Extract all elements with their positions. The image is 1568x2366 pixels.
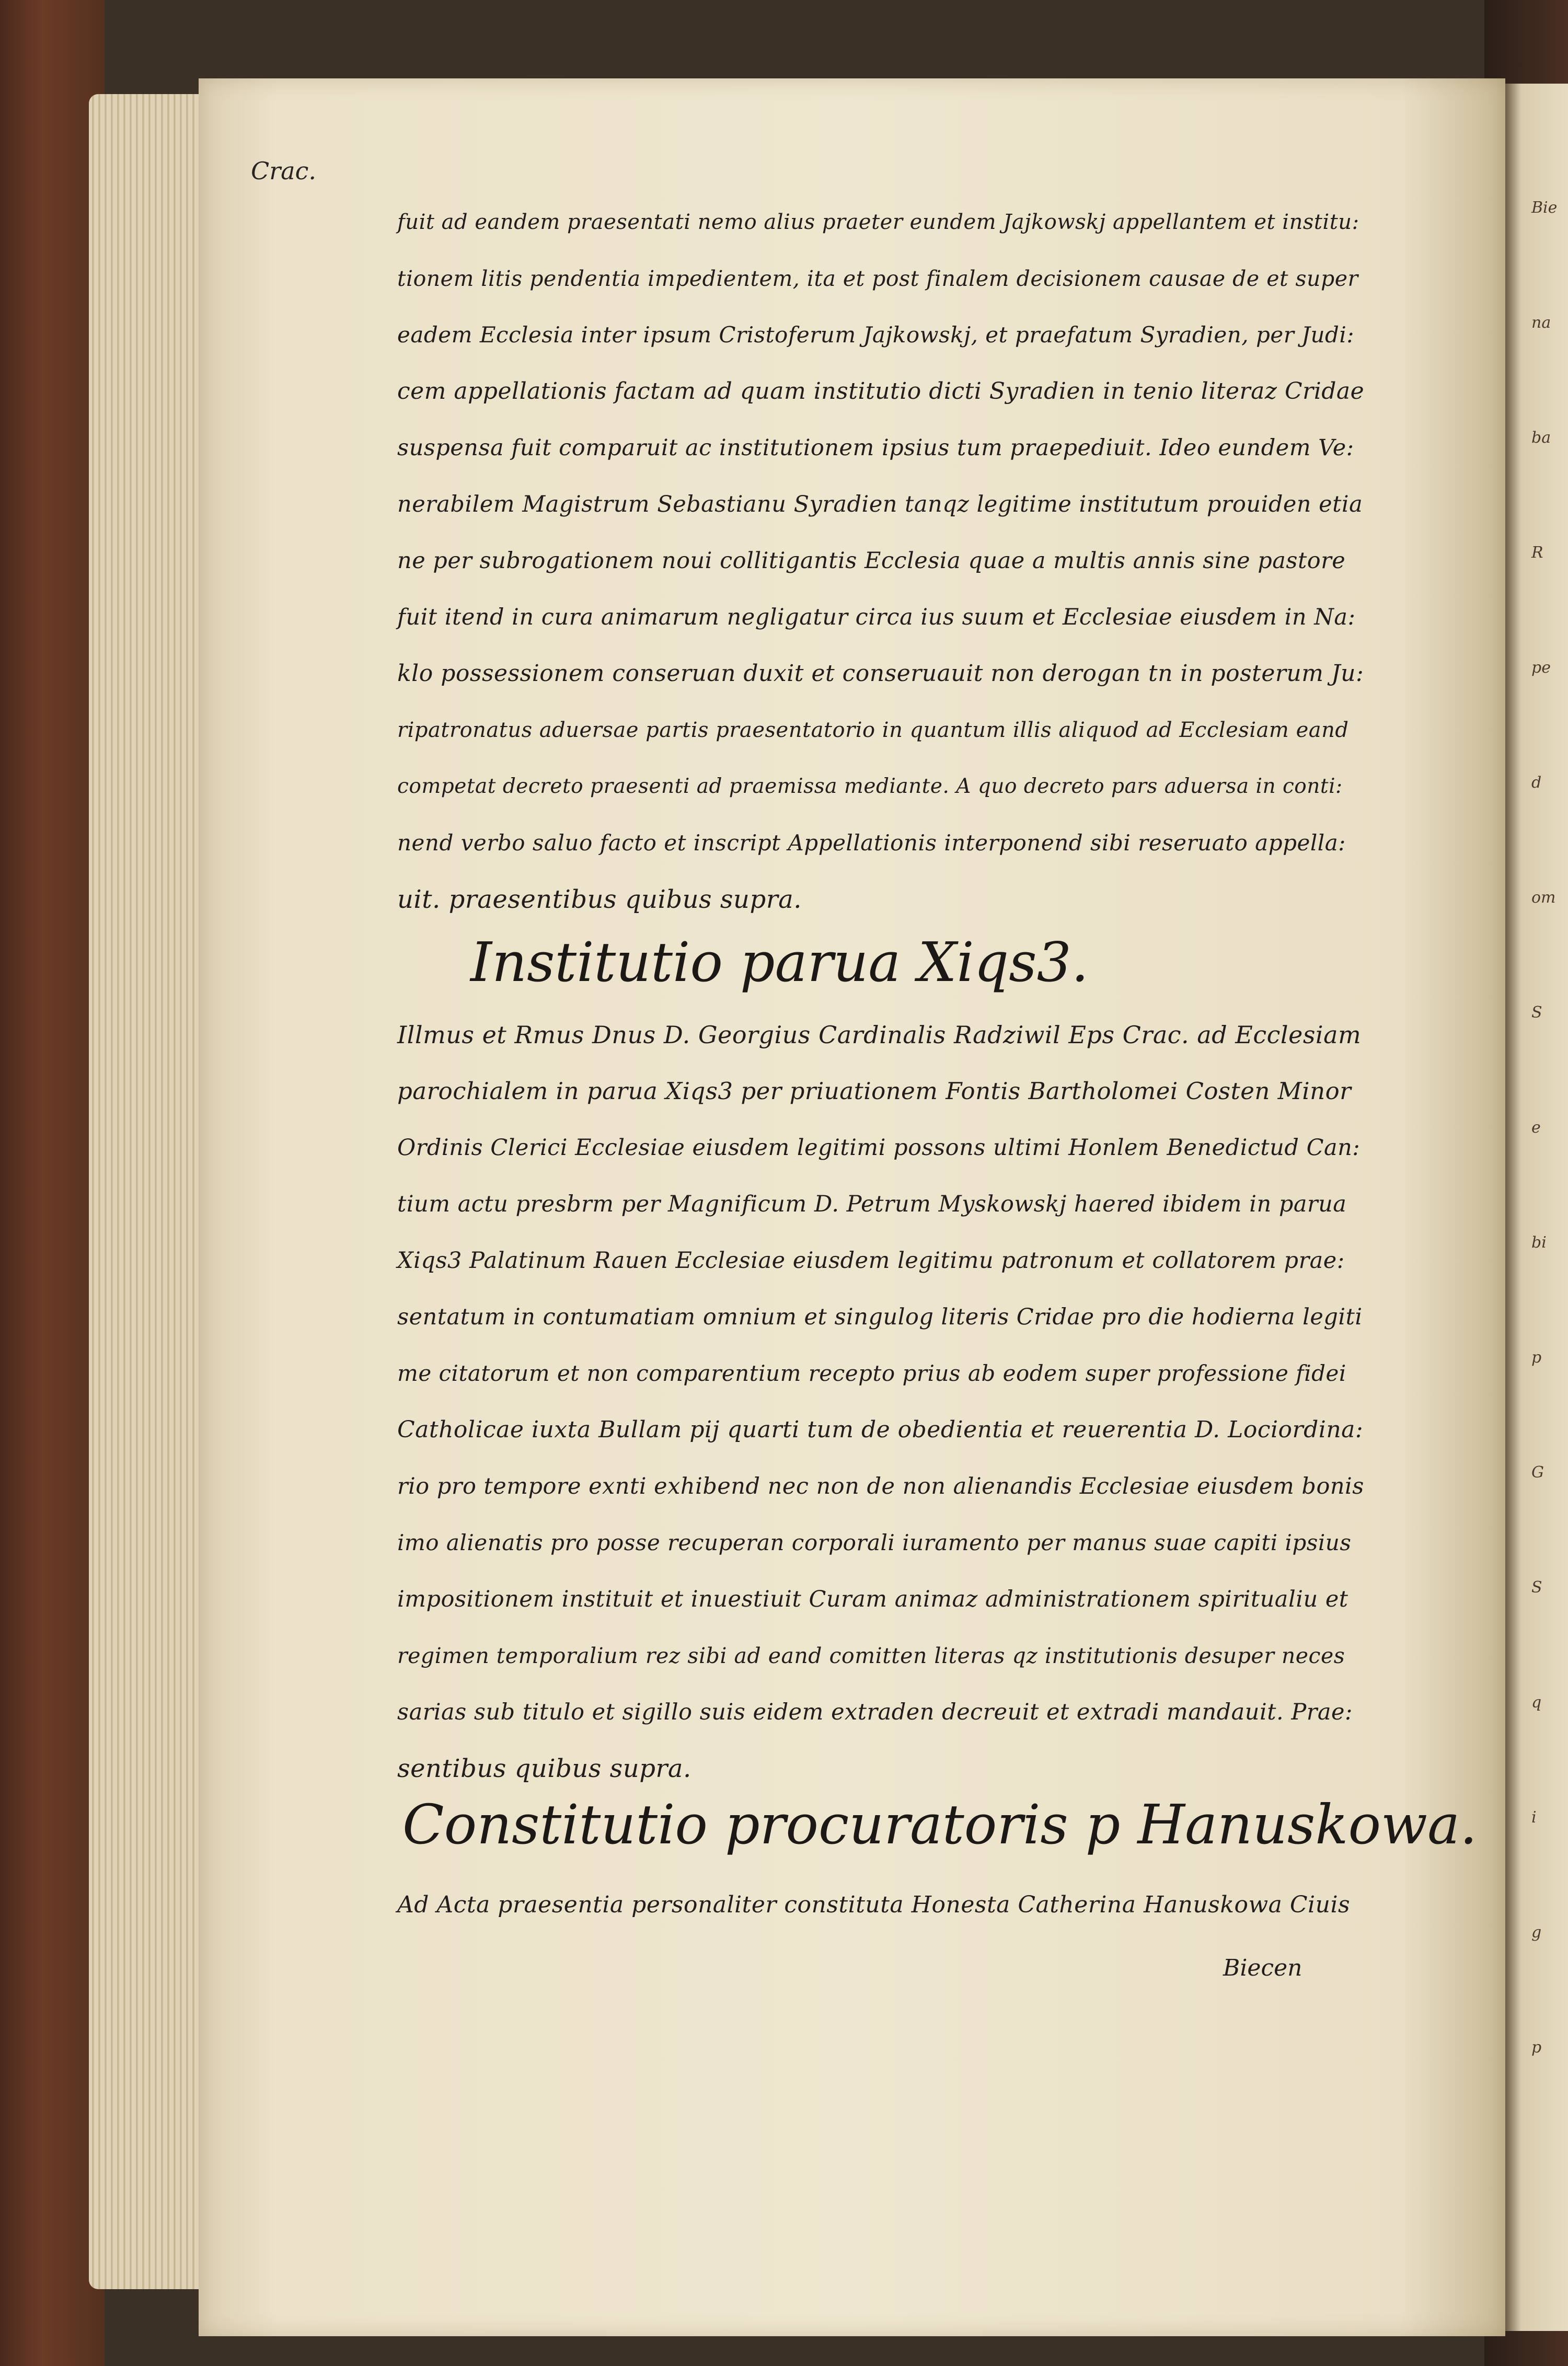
- margin-note: Crac.: [251, 157, 316, 185]
- text-line: regimen temporalium rez sibi ad eand comitten literas qz institutionis desuper neces: [397, 1643, 1345, 1668]
- text-line: nend verbo saluo facto et inscript Appellationis interponend sibi reseruato appella:: [397, 830, 1346, 856]
- text-line: sarias sub titulo et sigillo suis eidem extraden decreuit et extradi mandauit. Prae:: [397, 1699, 1353, 1725]
- facing-page-fragment: p: [1531, 1348, 1542, 1367]
- facing-page-fragment: om: [1531, 888, 1556, 907]
- text-line: Ordinis Clerici Ecclesiae eiusdem legitimi possons ultimi Honlem Benedictud Can:: [397, 1135, 1361, 1161]
- text-line: imo alienatis pro posse recuperan corporali iuramento per manus suae capiti ipsius: [397, 1530, 1352, 1555]
- text-line: eadem Ecclesia inter ipsum Cristoferum Jajkowskj, et praefatum Syradien, per Judi:: [397, 322, 1355, 348]
- text-line: rio pro tempore exnti exhibend nec non de non alienandis Ecclesiae eiusdem bonis: [397, 1473, 1364, 1499]
- facing-page-fragment: pe: [1531, 659, 1551, 677]
- facing-page-fragment: g: [1531, 1923, 1542, 1942]
- text-line: me citatorum et non comparentium recepto prius ab eodem super professione fidei: [397, 1360, 1346, 1386]
- text-line: fuit ad eandem praesentati nemo alius praeter eundem Jajkowskj appellantem et institu:: [397, 210, 1359, 234]
- text-line: Xiqs3 Palatinum Rauen Ecclesiae eiusdem legitimu patronum et collatorem prae:: [397, 1248, 1345, 1274]
- text-line: tium actu presbrm per Magnificum D. Petrum Myskowskj haered ibidem in parua: [397, 1191, 1347, 1217]
- text-line: nerabilem Magistrum Sebastianu Syradien tanqz legitime institutum prouiden etia: [397, 491, 1363, 517]
- facing-page-fragment: G: [1531, 1463, 1544, 1482]
- heading-institutio: Institutio parua Xiqs3.: [470, 930, 1089, 994]
- page-edges: [89, 94, 209, 2289]
- text-line: tionem litis pendentia impedientem, ita et post finalem decisionem causae de et super: [397, 266, 1358, 291]
- facing-page-fragment: q: [1531, 1693, 1542, 1712]
- facing-page-fragment: p: [1531, 2038, 1542, 2057]
- facing-page-fragment: d: [1531, 774, 1542, 792]
- facing-page: [1505, 84, 1568, 2331]
- facing-page-fragment: i: [1531, 1808, 1537, 1827]
- text-line: sentatum in contumatiam omnium et singulog literis Cridae pro die hodierna legiti: [397, 1304, 1363, 1330]
- text-line: uit. praesentibus quibus supra.: [397, 885, 802, 914]
- text-line: ne per subrogationem noui collitigantis Ecclesia quae a multis annis sine pastore: [397, 548, 1346, 574]
- facing-page-fragment: R: [1531, 544, 1543, 562]
- text-line: competat decreto praesenti ad praemissa mediante. A quo decreto pars aduersa in conti:: [397, 775, 1343, 798]
- text-line: Ad Acta praesentia personaliter constituta Honesta Catherina Hanuskowa Ciuis: [397, 1891, 1351, 1918]
- text-line: cem appellationis factam ad quam institutio dicti Syradien in tenio literaz Cridae: [397, 378, 1365, 405]
- text-line: impositionem instituit et inuestiuit Curam animaz administrationem spiritualiu et: [397, 1586, 1348, 1612]
- facing-page-fragment: na: [1531, 314, 1551, 332]
- text-line: suspensa fuit comparuit ac institutionem ipsius tum praepediuit. Ideo eundem Ve:: [397, 435, 1354, 461]
- text-line: Catholicae iuxta Bullam pij quarti tum de obedientia et reuerentia D. Lociordina:: [397, 1416, 1364, 1443]
- facing-page-fragment: e: [1531, 1118, 1541, 1137]
- text-line: sentibus quibus supra.: [397, 1754, 691, 1783]
- catchword: Biecen: [1223, 1955, 1302, 1981]
- facing-page-fragment: Bie: [1531, 199, 1558, 217]
- text-line: parochialem in parua Xiqs3 per priuationem Fontis Bartholomei Costen Minor: [397, 1077, 1352, 1105]
- facing-page-fragment: bi: [1531, 1233, 1547, 1252]
- text-line: klo possessionem conseruan duxit et conseruauit non derogan tn in posterum Ju:: [397, 660, 1364, 687]
- facing-page-fragment: S: [1531, 1003, 1542, 1022]
- facing-page-fragment: S: [1531, 1578, 1542, 1597]
- heading-constitutio: Constitutio procuratoris p Hanuskowa.: [402, 1793, 1478, 1856]
- text-line: Illmus et Rmus Dnus D. Georgius Cardinalis Radziwil Eps Crac. ad Ecclesiam: [397, 1021, 1362, 1049]
- text-line: ripatronatus aduersae partis praesentatorio in quantum illis aliquod ad Ecclesiam eand: [397, 718, 1349, 742]
- text-line: fuit itend in cura animarum negligatur circa ius suum et Ecclesiae eiusdem in Na:: [397, 604, 1356, 630]
- facing-page-fragment: ba: [1531, 429, 1551, 447]
